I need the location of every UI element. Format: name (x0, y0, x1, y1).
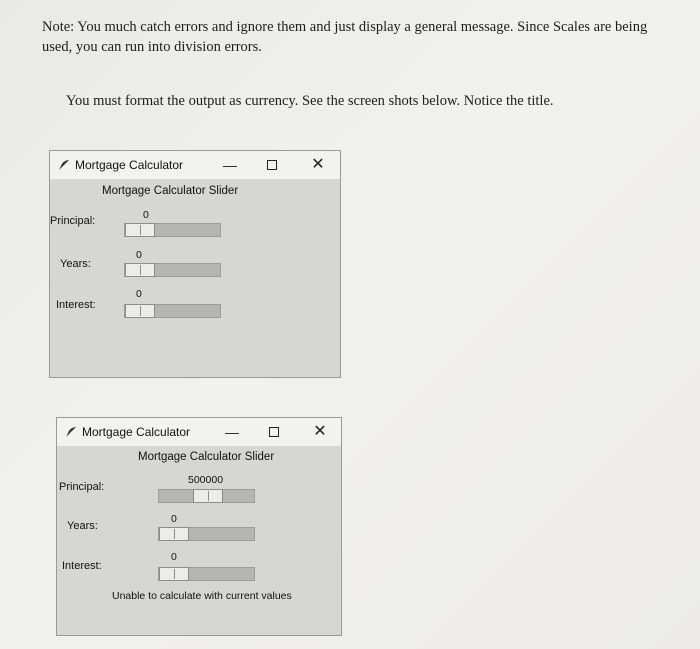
maximize-icon[interactable] (262, 155, 282, 175)
years-slider-handle[interactable] (125, 263, 155, 277)
interest-label: Interest: (56, 299, 96, 311)
principal-slider[interactable] (124, 223, 221, 237)
interest-value: 0 (136, 288, 142, 300)
mortgage-calculator-window-1 (49, 150, 341, 378)
feather-icon (65, 426, 77, 438)
slider-heading: Mortgage Calculator Slider (102, 185, 239, 197)
years-slider-handle[interactable] (159, 527, 189, 541)
currency-instruction: You must format the output as currency. See the screen shots below. Notice the title. (66, 93, 554, 109)
note-text: Note: You much catch errors and ignore them and just display a general message. Since Scales are being used, you can run into division errors. (42, 19, 648, 55)
interest-value: 0 (171, 551, 177, 563)
principal-slider-handle[interactable] (125, 223, 155, 237)
years-value: 0 (171, 513, 177, 525)
principal-label: Principal: (50, 215, 96, 227)
title-bar (57, 418, 341, 446)
years-slider[interactable] (158, 527, 255, 541)
mortgage-calculator-window-2 (56, 417, 342, 636)
close-icon[interactable]: ✕ (313, 423, 327, 440)
principal-value: 500000 (188, 474, 224, 486)
principal-label: Principal: (59, 481, 105, 493)
interest-slider-handle[interactable] (159, 567, 189, 581)
principal-slider[interactable] (158, 489, 255, 503)
minimize-icon[interactable]: — (223, 157, 237, 173)
slider-heading: Mortgage Calculator Slider (138, 451, 275, 463)
maximize-icon[interactable] (264, 422, 284, 442)
years-value: 0 (136, 249, 142, 261)
title-bar (50, 151, 340, 179)
interest-slider-handle[interactable] (125, 304, 155, 318)
window-title: Mortgage Calculator (75, 158, 184, 172)
close-icon[interactable]: ✕ (311, 156, 325, 173)
years-label: Years: (60, 258, 91, 270)
interest-label: Interest: (62, 560, 102, 572)
window-title: Mortgage Calculator (82, 425, 191, 439)
interest-slider[interactable] (124, 304, 221, 318)
feather-icon (58, 159, 70, 171)
principal-slider-handle[interactable] (193, 489, 223, 503)
error-message: Unable to calculate with current values (112, 590, 292, 602)
years-label: Years: (67, 520, 98, 532)
years-slider[interactable] (124, 263, 221, 277)
principal-value: 0 (143, 209, 149, 221)
interest-slider[interactable] (158, 567, 255, 581)
minimize-icon[interactable]: — (225, 424, 239, 440)
